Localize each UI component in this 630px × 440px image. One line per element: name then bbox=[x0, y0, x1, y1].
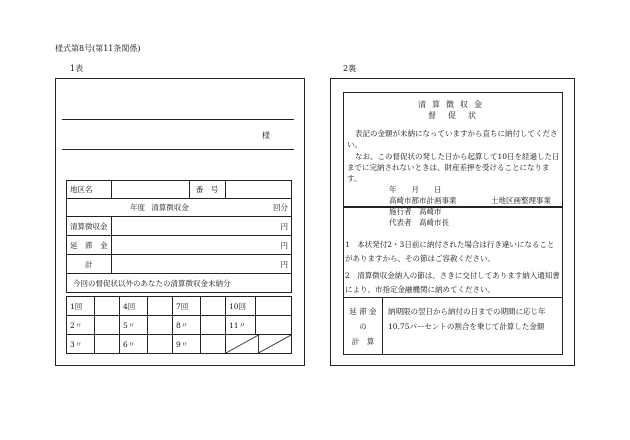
grid-blank bbox=[256, 297, 292, 316]
sama-label: 様 bbox=[262, 131, 270, 140]
grid-cell: 5〃 bbox=[120, 316, 148, 335]
row3-yen: 円 bbox=[111, 255, 292, 274]
rep: 高崎市長 bbox=[419, 218, 449, 227]
district-label: 地区名 bbox=[67, 181, 112, 199]
diagonal-lines bbox=[226, 335, 291, 353]
grid-blank bbox=[201, 297, 226, 316]
grid-cell: 2〃 bbox=[67, 316, 95, 335]
year-label: 年度 bbox=[130, 203, 145, 212]
amount-table bbox=[66, 180, 292, 293]
grid-cell: 11〃 bbox=[226, 316, 256, 335]
name-line bbox=[62, 149, 294, 150]
district-value bbox=[111, 181, 189, 199]
row2-label: 延 滞 金 bbox=[67, 236, 112, 255]
late-fee-box bbox=[343, 297, 563, 355]
grid-blank bbox=[95, 316, 120, 335]
late-label3: 計 算 bbox=[351, 337, 375, 346]
unpaid-notice: 今回の督促状以外のあなたの清算徴収金未納分 bbox=[67, 274, 292, 293]
front-label: 1表 bbox=[70, 64, 84, 73]
installment-label: 回分 bbox=[273, 203, 288, 212]
grid-blank bbox=[95, 335, 120, 354]
number-value bbox=[225, 181, 292, 199]
installment-grid bbox=[66, 296, 292, 354]
form-title: 様式第8号(第11条関係) bbox=[55, 44, 141, 53]
notice-title1: 清算徴収金 bbox=[418, 100, 488, 109]
address-line bbox=[62, 119, 294, 120]
row2-yen: 円 bbox=[111, 236, 292, 255]
note2: 2 清算徴収金納入の節は、さきに交付してあります納入通知書により、市指定金融機関に納めてください。 bbox=[345, 271, 560, 294]
grid-cell: 6〃 bbox=[120, 335, 148, 354]
grid-blank bbox=[148, 316, 173, 335]
grid-blank bbox=[148, 335, 173, 354]
grid-blank bbox=[148, 297, 173, 316]
executor-label: 施行者 bbox=[389, 207, 412, 216]
para1: 表記の金額が未納になっていますから直ちに納付してください。 bbox=[347, 129, 558, 149]
year-row bbox=[67, 199, 292, 217]
notice-title2: 督 促 状 bbox=[428, 111, 478, 120]
project-name2: 土地区画整理事業 bbox=[491, 196, 551, 205]
grid-blank bbox=[95, 297, 120, 316]
issue-date: 年 月 日 bbox=[389, 185, 442, 194]
late-label1: 延 滞 金 bbox=[349, 307, 377, 316]
grid-blank bbox=[256, 316, 292, 335]
row3-label: 計 bbox=[67, 255, 112, 274]
rep-label: 代表者 bbox=[389, 218, 412, 227]
grid-diagonal-cell bbox=[226, 335, 292, 354]
back-label: 2裏 bbox=[343, 64, 357, 73]
front-panel bbox=[55, 78, 305, 366]
note1: 1 本状発付2・3日前に納付された場合は行き違いになることがありますから、その節はご容赦ください。 bbox=[345, 240, 555, 263]
grid-cell: 8〃 bbox=[173, 316, 201, 335]
late-fee-divider bbox=[382, 298, 383, 354]
para2: なお、この督促状の発した日から起算して10日を経過した日までに完納されないときは、財産差押を受けることになります。 bbox=[347, 152, 560, 183]
late-fee-text: 納期限の翌日から納付の日までの期間に応じ年10.75パーセントの割合を乗じて計算した金額 bbox=[388, 307, 546, 331]
settlement-label: 清算徴収金 bbox=[151, 203, 189, 212]
grid-cell: 7回 bbox=[173, 297, 201, 316]
back-panel bbox=[330, 78, 575, 366]
row1-yen: 円 bbox=[111, 217, 292, 236]
grid-cell: 10回 bbox=[226, 297, 256, 316]
project-name: 高崎市都市計画事業 bbox=[389, 196, 457, 205]
executor: 高崎市 bbox=[419, 207, 442, 216]
number-label: 番 号 bbox=[189, 181, 225, 199]
grid-blank bbox=[201, 316, 226, 335]
row1-label: 清算徴収金 bbox=[67, 217, 112, 236]
grid-cell: 1回 bbox=[67, 297, 95, 316]
grid-cell: 3〃 bbox=[67, 335, 95, 354]
late-label2: の bbox=[359, 322, 367, 331]
grid-blank bbox=[201, 335, 226, 354]
grid-cell: 4回 bbox=[120, 297, 148, 316]
grid-cell: 9〃 bbox=[173, 335, 201, 354]
